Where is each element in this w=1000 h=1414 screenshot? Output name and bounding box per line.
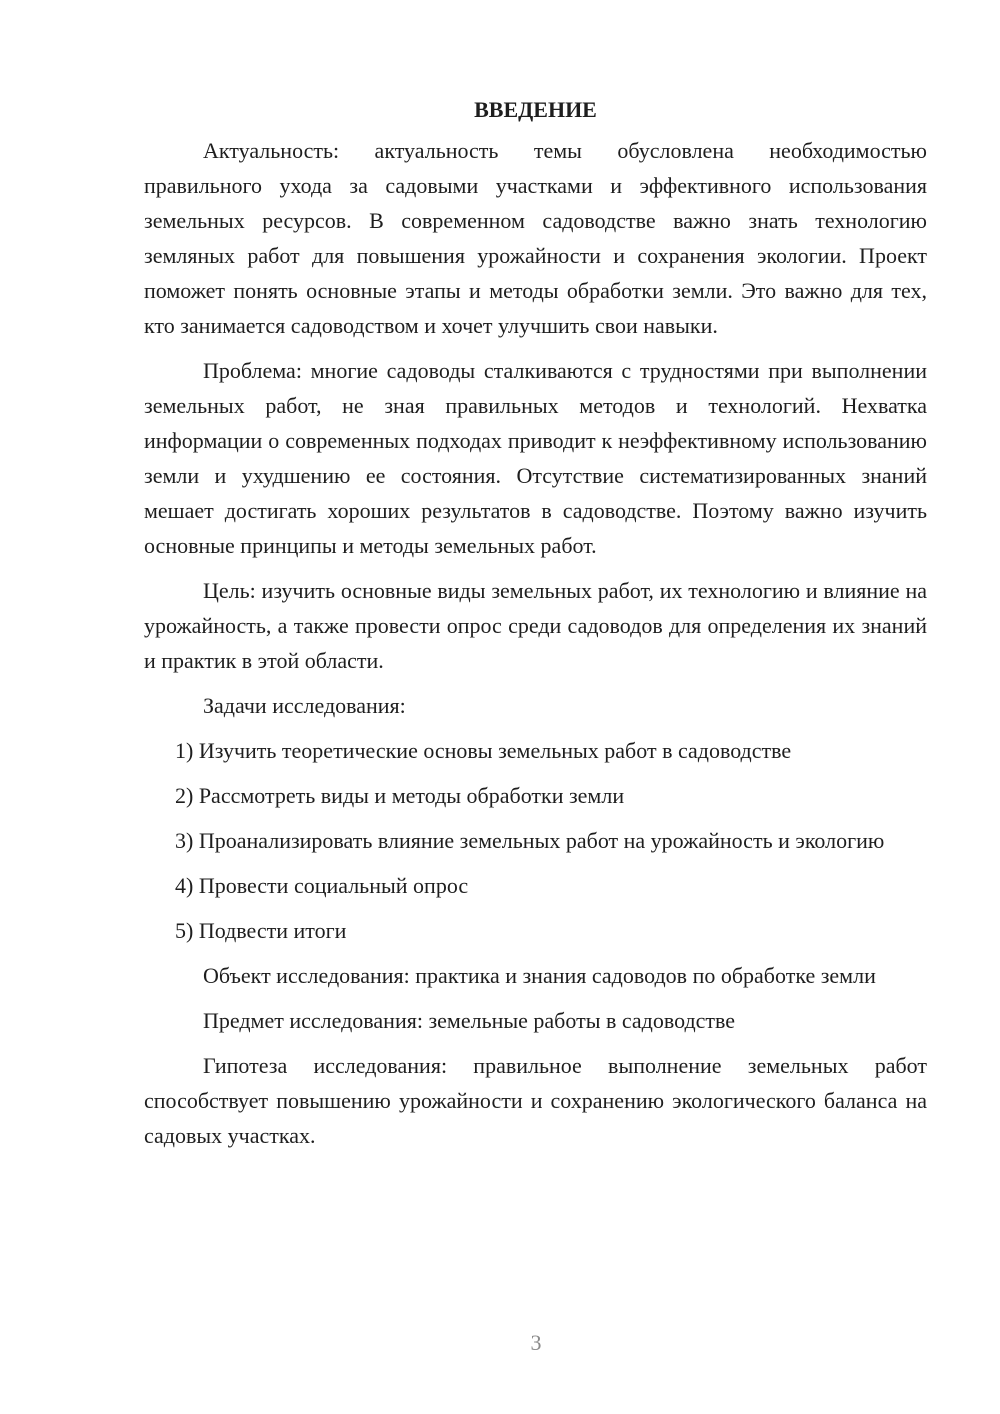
page-heading: ВВЕДЕНИЕ: [474, 97, 597, 122]
task-item-3: 3) Проанализировать влияние земельных работ на урожайность и экологию: [175, 828, 885, 853]
hypothesis-paragraph: Гипотеза исследования: правильное выполнение земельных работ способствует повышению урожайности и сохранению экологического баланса на садовых участках.: [144, 1053, 927, 1148]
page-content: [144, 92, 927, 1163]
task-item-5: 5) Подвести итоги: [175, 918, 347, 943]
object-paragraph: Объект исследования: практика и знания садоводов по обработке земли: [203, 963, 876, 988]
task-item-2: 2) Рассмотреть виды и методы обработки земли: [175, 783, 625, 808]
task-item-1: 1) Изучить теоретические основы земельных работ в садоводстве: [175, 738, 792, 763]
problem-paragraph: Проблема: многие садоводы сталкиваются с трудностями при выполнении земельных работ, не зная правильных методов и технологий. Нехватка информации о современных подходах приводит к неэффективному использованию земли и ухудшению ее состояния. Отсутствие систематизированных знаний мешает достигать хороших результатов в садоводстве. Поэтому важно изучить основные принципы и методы земельных работ.: [144, 358, 927, 558]
tasks-title: Задачи исследования:: [203, 693, 406, 718]
goal-paragraph: Цель: изучить основные виды земельных работ, их технологию и влияние на урожайность, а также провести опрос среди садоводов для определения их знаний и практик в этой области.: [144, 578, 927, 673]
subject-paragraph: Предмет исследования: земельные работы в садоводстве: [203, 1008, 736, 1033]
relevance-paragraph: Актуальность: актуальность темы обусловлена необходимостью правильного ухода за садовыми участками и эффективного использования земельных ресурсов. В современном садоводстве важно знать технологию земляных работ для повышения урожайности и сохранения экологии. Проект поможет понять основные этапы и методы обработки земли. Это важно для тех, кто занимается садоводством и хочет улучшить свои навыки.: [144, 138, 927, 338]
task-item-4: 4) Провести социальный опрос: [175, 873, 469, 898]
page-number: 3: [530, 1330, 542, 1355]
